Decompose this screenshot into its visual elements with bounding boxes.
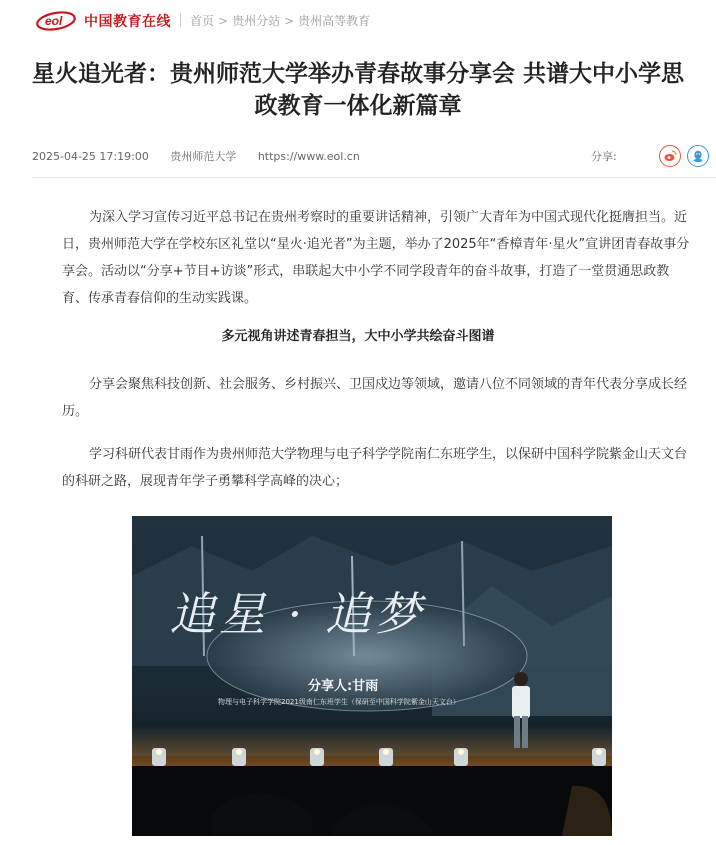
paragraph-fields: 分享会聚焦科技创新、社会服务、乡村振兴、卫国戍边等领域，邀请八位不同领域的青年代表分享成长经历。 bbox=[62, 377, 688, 419]
eol-logo[interactable] bbox=[36, 9, 86, 31]
breadcrumb-higher-education[interactable]: 贵州高等教育 bbox=[298, 14, 371, 28]
breadcrumb-separator: > bbox=[284, 14, 295, 28]
photo-speaker: 分享人:甘雨 bbox=[308, 679, 379, 694]
breadcrumb-guizhou[interactable]: 贵州分站 bbox=[232, 14, 281, 28]
article-source: 贵州师范大学 bbox=[170, 150, 237, 163]
source-url[interactable]: https://www.eol.cn bbox=[257, 150, 360, 163]
share-label: 分享: bbox=[591, 150, 617, 163]
site-header bbox=[0, 0, 716, 40]
photo-headline: 追星 · 追梦 bbox=[169, 587, 425, 641]
header-divider-line bbox=[32, 177, 716, 178]
paragraph-intro: 为深入学习宣传习近平总书记在贵州考察时的重要讲话精神，引领广大青年为中国式现代化挺膺担当。近日，贵州师范大学在学校东区礼堂以“星火·追光者”为主题，举办了2025年“香樟青年·星火”宣讲团青春故事分享会。活动以“分享+节目+访谈”形式，串联起大中小学不同学段青年的奋斗故事，打造了一堂贯通思政教育、传承青春信仰的生动实践课。 bbox=[62, 210, 690, 306]
breadcrumb-separator: > bbox=[218, 14, 229, 28]
header-divider bbox=[180, 13, 181, 27]
paragraph-ganyu: 学习科研代表甘雨作为贵州师范大学物理与电子科学学院南仁东班学生，以保研中国科学院紫金山天文台的科研之路，展现青年学子勇攀科学高峰的决心； bbox=[62, 447, 688, 489]
breadcrumb-home[interactable]: 首页 bbox=[190, 14, 215, 28]
site-name[interactable]: 中国教育在线 bbox=[84, 14, 171, 30]
article-photo bbox=[132, 516, 612, 836]
photo-caption: 物理与电子科学学院2021级南仁东班学生（保研至中国科学院紫金山天文台） bbox=[218, 698, 460, 706]
publish-date: 2025-04-25 17:19:00 bbox=[32, 150, 149, 163]
logo-text: eol bbox=[45, 14, 63, 28]
section-subheading: 多元视角讲述青春担当，大中小学共绘奋斗图谱 bbox=[221, 329, 495, 344]
article-meta bbox=[32, 148, 378, 164]
qq-icon[interactable] bbox=[687, 145, 709, 167]
weibo-icon[interactable] bbox=[659, 145, 681, 167]
breadcrumb bbox=[190, 12, 370, 29]
article-title: 星火追光者：贵州师范大学举办青春故事分享会 共谱大中小学思政教育一体化新篇章 bbox=[31, 61, 684, 119]
